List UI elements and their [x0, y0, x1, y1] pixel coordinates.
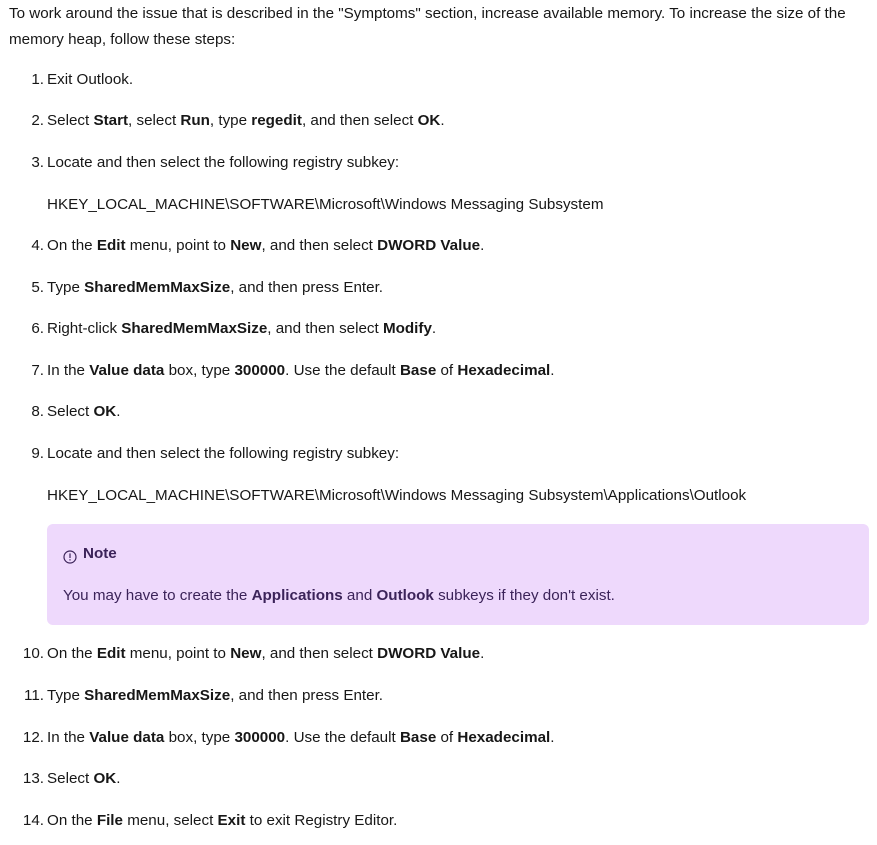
text-fragment: menu, select — [122, 812, 218, 829]
text-fragment: Select — [47, 403, 94, 420]
text-fragment: , type — [209, 112, 252, 129]
list-item — [31, 108, 445, 134]
text-fragment: of — [436, 729, 458, 746]
step-number: 1. — [31, 71, 44, 88]
ui-term: OK — [417, 112, 441, 129]
step-text — [47, 403, 120, 420]
text-fragment: , and then select — [261, 645, 378, 662]
note-heading — [63, 541, 117, 567]
step-text — [47, 645, 484, 662]
list-item — [31, 441, 400, 467]
text-fragment: . — [431, 320, 437, 337]
text-fragment: Locate and then select the following registry subkey: — [47, 154, 400, 171]
ui-term: Run — [180, 112, 210, 129]
step-text — [47, 687, 383, 704]
list-item — [31, 67, 134, 93]
ui-term: 300000 — [234, 362, 286, 379]
text-fragment: You may have to create the — [63, 587, 252, 604]
text-fragment: to exit Registry Editor. — [245, 812, 398, 829]
text-fragment: . — [480, 237, 485, 254]
step-text — [47, 362, 554, 379]
step-number: 7. — [31, 362, 44, 379]
step-number: 4. — [31, 237, 44, 254]
step-number: 9. — [31, 445, 44, 462]
text-fragment: Type — [47, 687, 85, 704]
step-number: 10. — [22, 645, 44, 662]
list-item — [22, 641, 485, 667]
registry-key-path: HKEY_LOCAL_MACHINE\SOFTWARE\Microsoft\Windows Messaging Subsystem — [47, 196, 604, 213]
note-text — [63, 583, 615, 609]
ui-term: OK — [93, 770, 117, 787]
intro-paragraph: To work around the issue that is described in the "Symptoms" section, increase available memory. To increase the size of the memory heap, follow these steps: — [9, 5, 846, 48]
step-text — [47, 729, 554, 746]
list-item — [31, 150, 400, 176]
text-fragment: , and then select — [261, 237, 378, 254]
list-item — [31, 233, 485, 259]
step-text — [47, 154, 399, 171]
text-fragment: menu, point to — [125, 645, 231, 662]
step-text — [47, 445, 399, 462]
text-fragment: . — [116, 770, 121, 787]
ui-term: New — [230, 645, 262, 662]
text-fragment: . — [440, 112, 445, 129]
ui-term: Base — [399, 729, 437, 746]
info-icon — [63, 547, 77, 561]
step-number: 11. — [24, 687, 44, 704]
text-fragment: , select — [128, 112, 181, 129]
text-fragment: In the — [47, 362, 90, 379]
ui-term: regedit — [251, 112, 302, 129]
text-fragment: Locate and then select the following registry subkey: — [47, 445, 400, 462]
text-fragment: On the — [47, 237, 97, 254]
ui-term: Hexadecimal — [457, 729, 551, 746]
list-item — [22, 766, 121, 792]
ui-term: Hexadecimal — [457, 362, 551, 379]
ui-term: New — [230, 237, 262, 254]
step-number: 2. — [31, 112, 44, 129]
text-fragment: Select — [47, 112, 94, 129]
step-text — [47, 112, 445, 129]
text-fragment: In the — [47, 729, 90, 746]
ui-term: Modify — [382, 320, 432, 337]
note-title: Note — [83, 545, 117, 562]
text-fragment: . Use the default — [285, 729, 400, 746]
step-text — [47, 71, 133, 88]
text-fragment: On the — [47, 645, 97, 662]
step-text — [47, 320, 436, 337]
text-fragment: menu, point to — [125, 237, 231, 254]
text-fragment: subkeys if they don't exist. — [433, 587, 615, 604]
ui-term: Edit — [96, 237, 126, 254]
ui-term: SharedMemMaxSize — [84, 687, 231, 704]
step-number: 6. — [31, 320, 44, 337]
registry-key-path: HKEY_LOCAL_MACHINE\SOFTWARE\Microsoft\Windows Messaging Subsystem\Applications\Outlook — [47, 487, 747, 504]
step-number: 5. — [31, 279, 44, 296]
text-fragment: . — [480, 645, 485, 662]
ui-term: Value data — [89, 362, 165, 379]
text-fragment: and — [342, 587, 377, 604]
text-fragment: , and then select — [267, 320, 383, 337]
list-item — [31, 358, 555, 384]
step-number: 8. — [31, 403, 44, 420]
text-fragment: , and then press Enter. — [230, 279, 384, 296]
ui-term: 300000 — [234, 729, 286, 746]
text-fragment: of — [436, 362, 458, 379]
list-item — [31, 275, 384, 301]
note-callout — [47, 524, 869, 625]
step-text — [47, 237, 484, 254]
ui-term: Outlook — [376, 587, 434, 604]
ui-term: Base — [399, 362, 437, 379]
ui-term: DWORD Value — [377, 237, 481, 254]
list-item — [31, 316, 437, 342]
list-item — [24, 683, 384, 709]
list-item — [22, 808, 398, 834]
ui-term: File — [96, 812, 123, 829]
step-number: 13. — [22, 770, 44, 787]
text-fragment: . — [550, 362, 555, 379]
step-text — [47, 279, 383, 296]
ui-term: Exit — [217, 812, 246, 829]
ui-term: Value data — [89, 729, 165, 746]
text-fragment: Right-click — [47, 320, 122, 337]
text-fragment: . Use the default — [285, 362, 400, 379]
ui-term: SharedMemMaxSize — [121, 320, 268, 337]
ui-term: OK — [93, 403, 117, 420]
text-fragment: Exit Outlook. — [47, 71, 134, 88]
ui-term: Start — [93, 112, 129, 129]
text-fragment: Select — [47, 770, 94, 787]
list-item — [31, 399, 121, 425]
step-number: 14. — [22, 812, 44, 829]
text-fragment: On the — [47, 812, 97, 829]
ui-term: DWORD Value — [377, 645, 481, 662]
step-number: 3. — [31, 154, 44, 171]
text-fragment: , and then select — [301, 112, 418, 129]
list-item — [22, 725, 555, 751]
step-number: 12. — [22, 729, 44, 746]
ui-term: SharedMemMaxSize — [84, 279, 231, 296]
text-fragment: . — [550, 729, 555, 746]
text-fragment: Type — [47, 279, 85, 296]
text-fragment: , and then press Enter. — [230, 687, 384, 704]
step-text — [47, 770, 120, 787]
step-text — [47, 812, 397, 829]
ui-term: Edit — [96, 645, 126, 662]
text-fragment: box, type — [164, 362, 235, 379]
text-fragment: . — [116, 403, 121, 420]
text-fragment: box, type — [164, 729, 235, 746]
ui-term: Applications — [251, 587, 343, 604]
